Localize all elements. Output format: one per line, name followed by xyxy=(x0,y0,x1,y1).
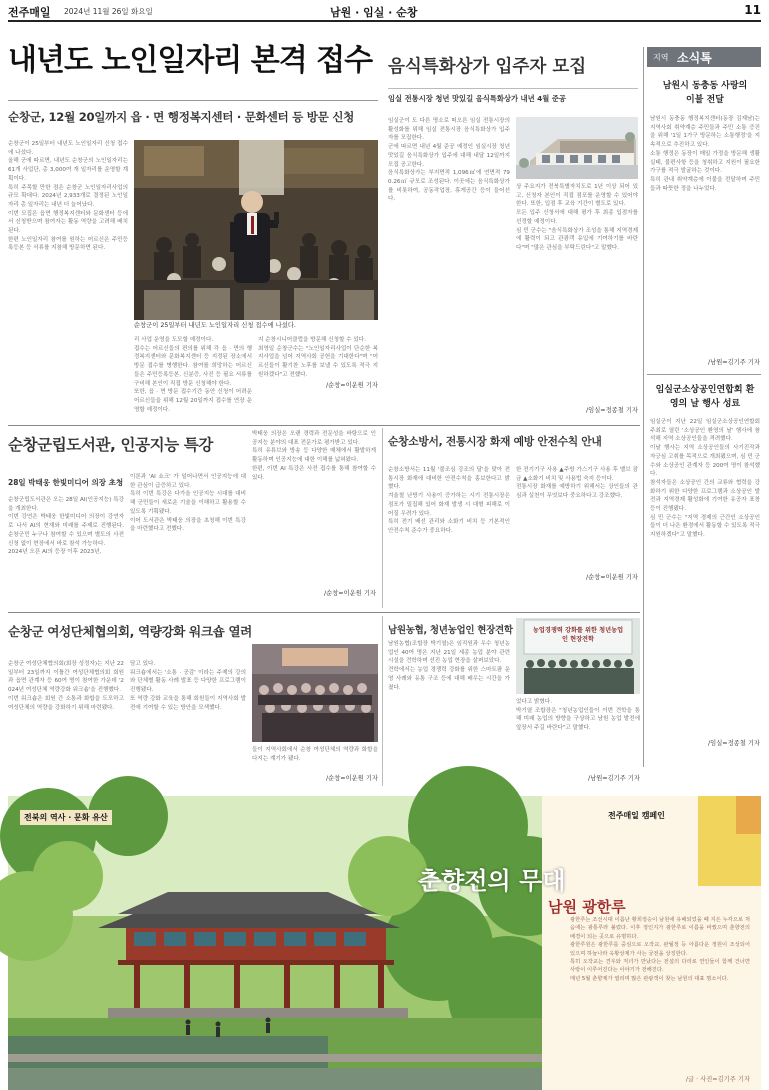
lead-photo-caption: 순창군이 25일부터 내년도 노인일자리 신청 접수에 나섰다. xyxy=(134,322,378,330)
youth-headline: 남원농협, 청년농업인 현장견학 xyxy=(388,625,513,636)
market-subhead: 임실 전통시장 청년 맛있길 음식특화상가 내년 4월 준공 xyxy=(388,94,566,103)
sidebar-header xyxy=(647,47,761,67)
market-rendering xyxy=(516,117,638,179)
row3-rule xyxy=(8,612,640,613)
sidebar-item2-byline: /임실=정종철 기자 xyxy=(708,740,760,747)
women-headline: 순창군 여성단체협의회, 역량강화 워크숍 열려 xyxy=(8,624,252,639)
sidebar-title: 소식톡 xyxy=(677,51,712,65)
sidebar-item-rule xyxy=(647,374,761,375)
lead-headline: 내년도 노인일자리 본격 접수 xyxy=(8,43,373,78)
lead-photo xyxy=(134,140,378,320)
market-headline: 음식특화상가 입주자 모집 xyxy=(388,57,587,77)
sidebar-item1-byline: /남원=김기주 기자 xyxy=(708,359,760,366)
campaign-accent-block2 xyxy=(736,796,761,834)
lead-photo-svg xyxy=(134,140,378,320)
masthead-rule xyxy=(8,20,761,22)
lead-rule xyxy=(8,100,378,101)
lead-byline: /순창=이운원 기자 xyxy=(326,382,378,389)
library-byline: /순창=이운원 기자 xyxy=(324,590,376,597)
lead-col2: 리 사업 운영을 도모할 예정이다. 접수는 어르신들의 편의를 위해 각 읍 · 면의 행정복지센터와 문화복지센터 등 지정된 장소에서 방문 접수를 병행한다. 참여를 희망하는 어르신들은 주민등록등본, 신분증, 사진 등 필요 서류를 구비해 본인이 직접 방문 신청해야 한다. 또한, 읍 · 면 방문 접수기간 동안 신청이 어려운 어르신들을 위해 12월 20일까지 접수를 연장 운영할 예정이다. xyxy=(134,337,252,413)
masthead xyxy=(8,3,761,21)
campaign-subtitle: 남원 광한루 xyxy=(548,898,626,916)
youth-byline: /남원=김기주 기자 xyxy=(588,775,640,782)
library-col2: 이론과 'AI 쇼크' 가 일어나면서 인공지능에 대한 관심이 급증하고 있다. 특히 이번 특강은 다가올 인공지능 시대를 대비해 군민들이 새로운 기술을 이해하고 활용할 수 있도록 기획됐다. 이어 도서관은 박태웅 의장을 초청해 이번 특강을 마련했다고 전했다. xyxy=(130,474,246,533)
market-rendering-svg xyxy=(516,117,638,179)
youth-photo-banner: 농업경쟁력 강화를 위한 청년농업인 현장견학 xyxy=(532,627,624,643)
youth-photo xyxy=(516,618,640,694)
sidebar-item2-title: 임실군소상공인연합회 환영의 날 행사 성료 xyxy=(655,385,755,409)
sidebar-divider xyxy=(643,47,644,767)
market-byline: /임실=정종철 기자 xyxy=(586,407,638,414)
fire-col2: 한 전기기구 사용 ▲주방 가스기구 사용 후 밸브 잠금 ▲소화기 비치 및 사용법 숙지 등이다. 전통시장 화재를 예방하기 위해서는 상인들의 관심과 실천이 무엇보다 중요하다고 강조했다. xyxy=(516,467,638,500)
lead-subhead: 순창군, 12월 20일까지 읍 · 면 행정복지센터 · 문화센터 등 방문 신청 xyxy=(8,110,355,124)
women-col1: 순창군 여성단체협의회(회장 성정자)는 지난 22일부터 23일까지 이틀간 여성단체협의회 회원과 읍면 관계자 등 60여 명이 참여한 가운데 '2024년 여성단체 역량강화 워크숍'을 진행했다. 이번 워크숍은 회원 간 소통과 화합을 도모하고 여성단체의 역량을 강화하기 위해 마련됐다. xyxy=(8,661,124,711)
campaign-photo xyxy=(8,796,548,1090)
fire-headline: 순창소방서, 전통시장 화재 예방 안전수칙 안내 xyxy=(388,435,602,448)
market-col2: 상 주요지가 전북특별자치도로 1년 이상 되어 있고, 신청자 본인이 직접 점포를 운영할 수 있어야 한다. 또한, 입점 후 교육 기간이 별도로 있다. 모든 입주 신청서에 대해 평가 후 최종 입점자를 선정할 예정이다. 심 민 군수는 "음식특화상가 조성을 통해 지역경제에 활력이 되고 관광객 유입에 기여하기를 바란다"며 "많은 관심을 부탁드린다"고 말했다. xyxy=(516,184,638,251)
youth-divider xyxy=(382,616,383,786)
masthead-paper: 전주매일 xyxy=(8,6,51,19)
campaign-left-tag: 전북의 역사 · 문화 유산 xyxy=(20,810,112,825)
library-col1: 순창군립도서관은 오는 28일 AI(인공지능) 특강을 개최한다. 이번 강연은 박태웅 한빛미디어 의장이 강연자로 나서 AI의 현재와 미래를 주제로 진행된다. 순창군민 누구나 참여할 수 있으며 별도의 사전 신청 없이 현장에서 바로 참석 가능하다. 2024년 오픈 AI의 등장 이후 2023년, xyxy=(8,497,124,556)
sidebar-item1-title: 남원시 동충동 사랑의 이불 전달 xyxy=(662,81,748,105)
campaign-body: 광한루는 조선시대 이름난 황희정승이 남원에 유배되었을 때 지은 누각으로 처음에는 광통루라 불렀다. 이후 정인지가 광한루로 이름을 바꿨으며 춘향전의 배경이 되는 곳으로 유명하다. 광한루원은 광한루를 중심으로 오작교, 완월정 등 아름다운 정원이 조성되어 있으며 하늘나라 옥황상제가 사는 궁전을 상징한다. 특히 오작교는 견우와 직녀가 만났다는 전설의 다리로 연인들이 함께 건너면 사랑이 이루어진다는 이야기가 전해진다. 매년 5월 춘향제가 열리며 많은 관광객이 찾는 남원의 대표 명소이다. xyxy=(570,917,750,982)
campaign-right-tag: 전주매일 캠페인 xyxy=(608,811,665,820)
fire-col1: 순창소방서는 11월 '불조심 강조의 달'을 맞아 전통시장 화재에 대비한 안전수칙을 홍보한다고 밝혔다. 겨울철 난방기 사용이 증가하는 시기 전통시장은 점포가 밀집해 있어 화재 발생 시 대형 피해로 이어질 우려가 있다. 특히 전기 배선 관리와 소화기 비치 등 기본적인 안전수칙 준수가 중요하다. xyxy=(388,467,510,534)
campaign-panel xyxy=(8,796,761,1090)
sidebar-item1-body: 남원시 동충동 행정복지센터(동장 김재남)는 지역사회 취약계층 주민들과 주민 소통 증진을 위해 '1일 1가구 방문하는 소통행정'을 지속적으로 추진하고 있다. 소통 행정은 동장이 매일 가정을 방문해 생활 실태, 불편사항 등을 청취하고 지원이 필요한 가구를 적극 발굴하는 것이다. 특히 관내 취약계층에 이불을 전달하며 주민들과 따뜻한 정을 나누었다. xyxy=(650,116,760,192)
lead-col3: 지 순창시니어클럽을 방문해 신청할 수 있다. 최영일 순창군수는 "노인일자리사업이 단순한 복지사업을 넘어 지역사회 공헌을 기대한다"며 "어르신들이 활기찬 노후를 보낼 수 있도록 적극 지원하겠다"고 전했다. xyxy=(258,337,378,378)
sidebar-item2-body: 임실군이 지난 22일 임실군소상공인연합회 주최로 열린 '소상공인 환영의 날' 행사에 참석해 지역 소상공인들을 격려했다. 이날 행사는 지역 소상공인들의 사기진작과 자긍심 고취를 목적으로 개최됐으며, 심 민 군수와 소상공인 관계자 등 200여 명이 참석했다. 참석자들은 소상공인 간의 교류와 협력을 강화하기 위한 다양한 프로그램과 소상공인 발전과 지역경제 활성화에 기여한 유공자 표창 등이 진행됐다. 심 민 군수는 "지역 경제의 근간인 소상공인들이 더 나은 환경에서 활동할 수 있도록 적극 지원하겠다"고 말했다. xyxy=(650,419,760,539)
youth-col1: 남원농협(조합장 박기열)은 임직원과 우수 청년농업인 40여 명은 지난 21일 세종 농업 분야 관련 시설을 견학하며 선진 농업 현장을 살펴보았다. 견학에서는 농업 경쟁력 강화를 위한 스마트팜 운영 사례와 유통 구조 등에 대해 배우는 시간을 가졌다. xyxy=(388,641,510,691)
women-photo xyxy=(252,644,378,742)
campaign-title: 춘향전의 무대 xyxy=(418,867,566,895)
youth-col2: 었다고 밝혔다. 박기열 조합장은 "청년농업인들이 이번 견학을 통해 미래 농업의 방향을 구상하고 남원 농업 발전에 앞장서 주길 바란다"고 말했다. xyxy=(516,699,640,732)
women-byline: /순창=이운원 기자 xyxy=(326,775,378,782)
row2-rule xyxy=(8,425,640,426)
fire-byline: /순창=이운원 기자 xyxy=(586,574,638,581)
sidebar-tag: 지역 xyxy=(653,53,669,62)
lead-col1: 순창군이 25일부터 내년도 노인일자리 신청 접수에 나섰다. 올해 군에 따르면, 내년도 순창군의 노인일자리는 61개 사업단, 총 3,000여 개 일자리를 운영할 계획이다. 특히 주목할 만한 점은 순창군 노인일자리사업의 규모 확대다. 2024년 2,933개로 결정된 노인일자리 총 일자리는 내년 더 늘어났다. 이번 모집은 읍면 행정복지센터와 문화센터 등에서 신청받으며 참여자는 활동 역량을 고려해 배치된다. 한편 노인일자리 참여를 원하는 어르신은 주민등록등본 등 서류를 지참해 방문하면 된다. xyxy=(8,141,128,252)
masthead-section: 남원 · 임실 · 순창 xyxy=(330,6,418,19)
fire-divider xyxy=(382,428,383,608)
page-number: 11 xyxy=(744,3,761,17)
library-subhead: 28일 박태웅 한빛미디어 의장 초청 xyxy=(8,478,124,487)
campaign-byline: /글 · 사진=김기주 기자 xyxy=(685,1076,750,1083)
women-col3: 들이 지역사회에서 순창 여성단체의 역량과 화합을 다지는 계기가 됐다. xyxy=(252,747,378,762)
women-col2: 담고 있다. 워크숍에서는 '소통 · 공감' 이라는 주제의 강의와 단체별 활동 사례 발표 등 다양한 프로그램이 진행됐다. 또 역량 강화 교육을 통해 회원들이 지역사회 발전에 기여할 수 있는 방안을 모색했다. xyxy=(130,661,246,711)
library-headline: 순창군립도서관, 인공지능 특강 xyxy=(8,436,213,454)
women-photo-svg xyxy=(252,644,378,742)
market-col1: 임실군이 도 다른 명소로 떠오른 임실 전통시장의 활성화를 위해 임실 전통시장 음식특화상가 입주자를 모집한다. 군에 따르면 내년 4월 준공 예정인 임실시장 청년 맛있길 음식특화상가 입주에 대해 내달 12일까지 모집 공고한다. 음식특화상가는 부지면적 1,096㎡에 연면적 790.26㎡ 규모로 조성된다. 이곳에는 음식특화상가를 비롯하여, 공동작업장, 휴게공간 등이 들어선다. xyxy=(388,118,510,203)
market-rule xyxy=(388,88,638,89)
masthead-date: 2024년 11월 26일 화요일 xyxy=(64,7,153,16)
library-col3: 박태웅 의장은 오랜 경력과 전문성을 바탕으로 인공지능 분야의 대표 전문가로 평가받고 있다. 특히 유튜브와 방송 등 다양한 매체에서 활발하게 활동하며 인공지능에 대한 이해를 넓혀왔다. 한편, 이번 AI 특강은 사전 접수를 통해 참여할 수 있다. xyxy=(252,431,376,481)
